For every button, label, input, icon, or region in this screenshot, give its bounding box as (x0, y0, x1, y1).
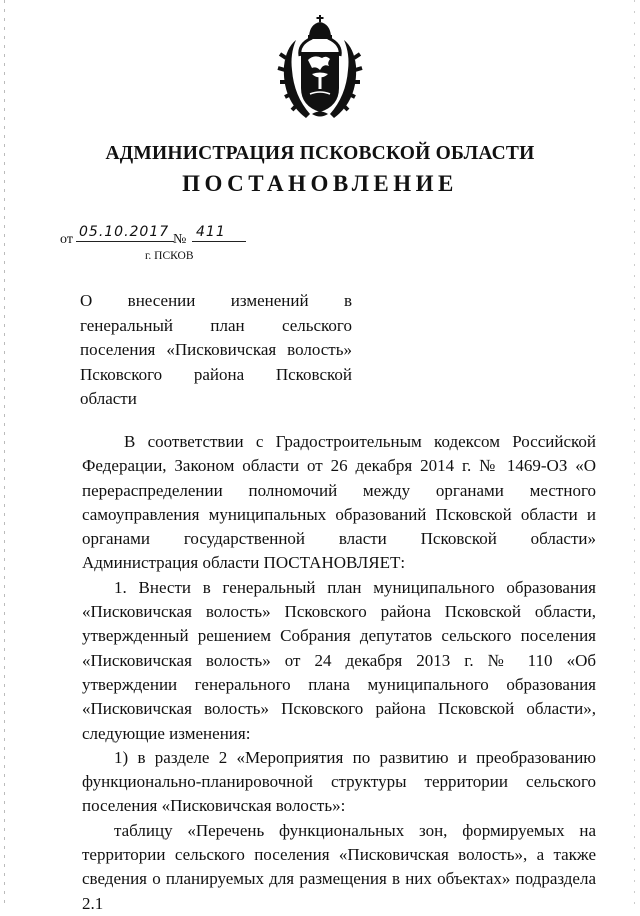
date-underline (76, 241, 174, 242)
document-subject: О внесении изменений в генеральный план сельского поселения «Писковичская волость» Псковского района Псковской области (80, 291, 352, 408)
pskov-coat-of-arms-icon (276, 14, 364, 122)
scan-edge-left (4, 0, 5, 905)
body-paragraph-4: таблицу «Перечень функциональных зон, формируемых на территории сельского поселения «Писковичская волость», а также сведения о планируемых для размещения в них объектах» подраздела 2.1 (82, 820, 596, 913)
scan-edge-right (634, 0, 635, 905)
document-type-title: ПОСТАНОВЛЕНИЕ (182, 171, 458, 196)
organization-title: АДМИНИСТРАЦИЯ ПСКОВСКОЙ ОБЛАСТИ (105, 143, 535, 164)
document-body (82, 430, 596, 916)
body-paragraph-2: 1. Внести в генеральный план муниципального образования «Писковичская волость» Псковского района Псковской области, утвержденный решением Собрания депутатов сельского поселения «Писковичская волость» от 24 декабря 2013 г. № 110 «Об утверждении генерального плана муниципального образования «Писковичская волость» Псковского района Псковской области», следующие изменения: (82, 577, 596, 743)
date-prefix: от (60, 232, 73, 247)
body-paragraph-3: 1) в разделе 2 «Мероприятия по развитию и преобразованию функционально-планировочной структуры территории сельского поселения «Писковичская волость»: (82, 747, 596, 816)
document-date: 05.10.2017 (79, 224, 170, 240)
date-number-line (60, 224, 260, 248)
city-label: г. ПСКОВ (145, 250, 194, 262)
document-number: 411 (196, 224, 226, 240)
number-underline (192, 241, 246, 242)
body-paragraph-1: В соответствии с Градостроительным кодексом Российской Федерации, Законом области от 26 декабря 2014 г. № 1469-ОЗ «О перераспределении полномочий между органами местного самоуправления муниципальных образований Псковской области и органами государственной власти Псковской области» Администрация области ПОСТАНОВЛЯЕТ: (82, 432, 596, 573)
number-sign: № (173, 232, 187, 247)
